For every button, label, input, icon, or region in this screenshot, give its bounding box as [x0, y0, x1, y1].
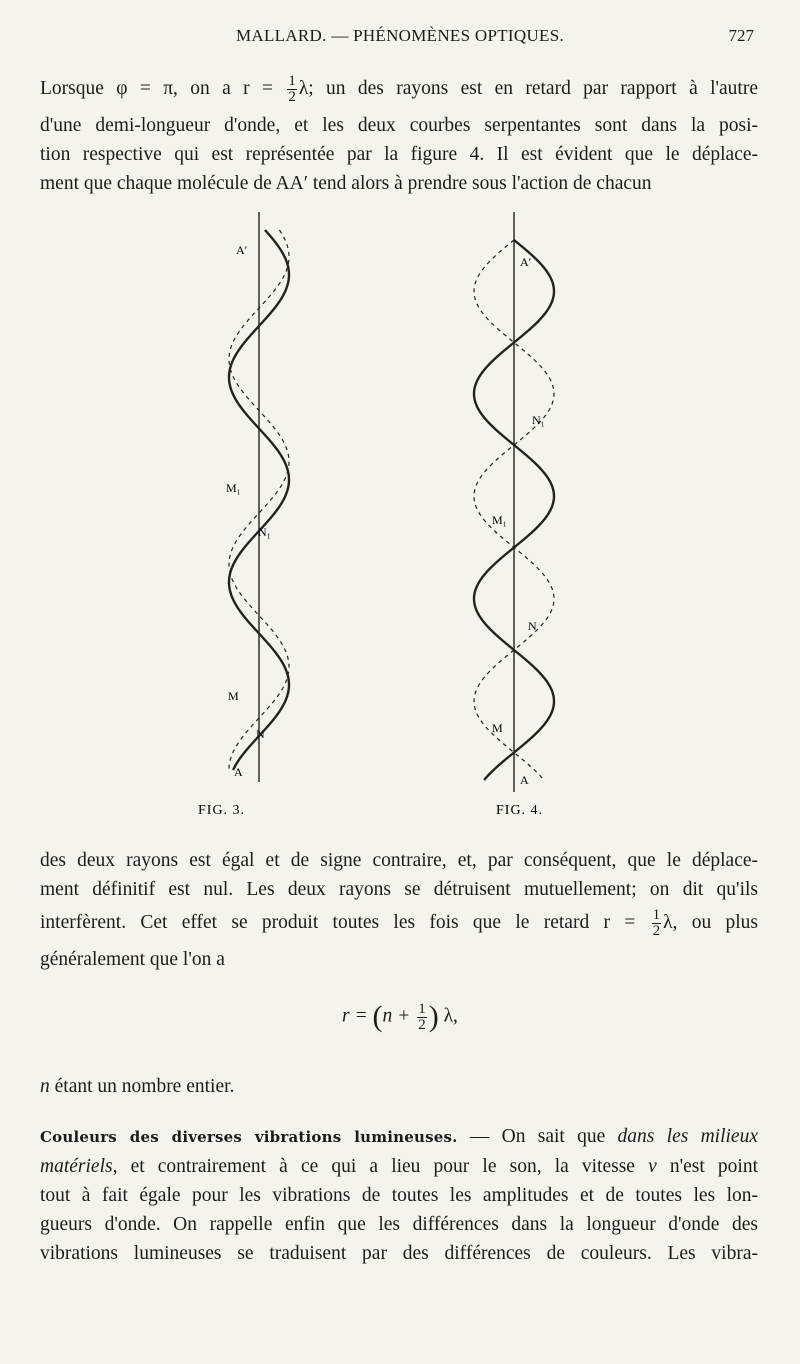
running-title: MALLARD. — PHÉNOMÈNES OPTIQUES. [235, 26, 565, 45]
paragraph-4-line-1: Couleurs des diverses vibrations lumineuses. — On sait que dans les milieux [40, 1126, 758, 1147]
paragraph-1-line-4: ment que chaque molécule de AA′ tend alors à prendre sous l'action de chacun [40, 173, 652, 195]
paragraph-3-line-1: n étant un nombre entier. [40, 1076, 235, 1097]
paragraph-1 [40, 74, 758, 198]
paragraph-2-line-3: interfèrent. Cet effet se produit toutes les fois que le retard r = $\frac{1}{2}$ λ, ou plus [40, 907, 758, 940]
formula-n: n + [382, 1005, 416, 1027]
paragraph-1-line-2: d'une demi-longueur d'onde, et les deux courbes serpentantes sont dans la posi- [40, 115, 758, 137]
paragraph-4-line-4: gueurs d'onde. On rappelle enfin que les différences dans la longueur d'onde des [40, 1214, 758, 1235]
variable-n: n [40, 1076, 50, 1097]
paragraph-4-line-2: matériels, et contrairement à ce qui a lieu pour le son, la vitesse v n'est point [40, 1156, 759, 1177]
paragraph-2-line-2: ment définitif est nul. Les deux rayons se détruisent mutuellement; on dit qu'ils [40, 879, 758, 900]
fig3-label-n: N [256, 727, 265, 741]
paragraph-2 [40, 846, 758, 974]
paragraph-4 [40, 1122, 758, 1268]
figure-4 [474, 212, 554, 792]
paragraph-2-line-1: des deux rayons est égal et de signe contraire, et, par conséquent, que le déplace- [40, 850, 758, 871]
fig3-caption: FIG. 3. [198, 803, 246, 818]
fig3-label-m1: M₁ [226, 481, 241, 495]
figures-3-4 [180, 210, 620, 830]
fig4-label-n1: N₁ [532, 413, 545, 427]
fig4-label-a-top: A′ [520, 255, 532, 269]
fig4-label-n: N [528, 619, 537, 633]
paragraph-3 [40, 1072, 758, 1101]
fig4-label-m: M [492, 721, 503, 735]
fraction-half: $\frac{1}{2}$ [652, 907, 661, 940]
fig3-label-a-bottom: A [234, 765, 243, 779]
section-heading: Couleurs des diverses vibrations lumineuses. [40, 1128, 458, 1146]
paragraph-4-line-5: vibrations lumineuses se traduisent par des différences de couleurs. Les vibra- [40, 1243, 758, 1264]
paragraph-1-line-3: tion respective qui est représentée par la figure 4. Il est évident que le déplace- [40, 144, 758, 166]
fig3-label-a-top: A′ [236, 243, 248, 257]
paragraph-1-line-1: Lorsque φ = π, on a r = $\frac{1}{2}$ λ; un des rayons est en retard par rapport à l'autre [40, 73, 758, 106]
formula-rhs: λ, [443, 1005, 458, 1027]
fig4-caption: FIG. 4. [496, 803, 544, 818]
figure-3 [226, 212, 289, 782]
interference-formula: r = (n + $\frac{1}{2}$ ) λ, [342, 1000, 458, 1033]
fig4-label-m1: M₁ [492, 513, 507, 527]
fig3-label-n1: N₁ [258, 525, 271, 539]
paragraph-2-line-4: généralement que l'on a [40, 949, 225, 971]
paragraph-4-line-3: tout à fait égale pour les vibrations de toutes les amplitudes et de toutes les lon- [40, 1185, 758, 1206]
fig4-label-a-bottom: A [520, 773, 529, 787]
page-header [40, 26, 760, 56]
formula-lhs: r = [342, 1005, 373, 1027]
formula-fraction: $\frac{1}{2}$ [418, 1000, 426, 1033]
page-number: 727 [728, 26, 754, 45]
fig3-label-m: M [228, 689, 239, 703]
fraction-half: $\frac{1}{2}$ [288, 73, 296, 106]
